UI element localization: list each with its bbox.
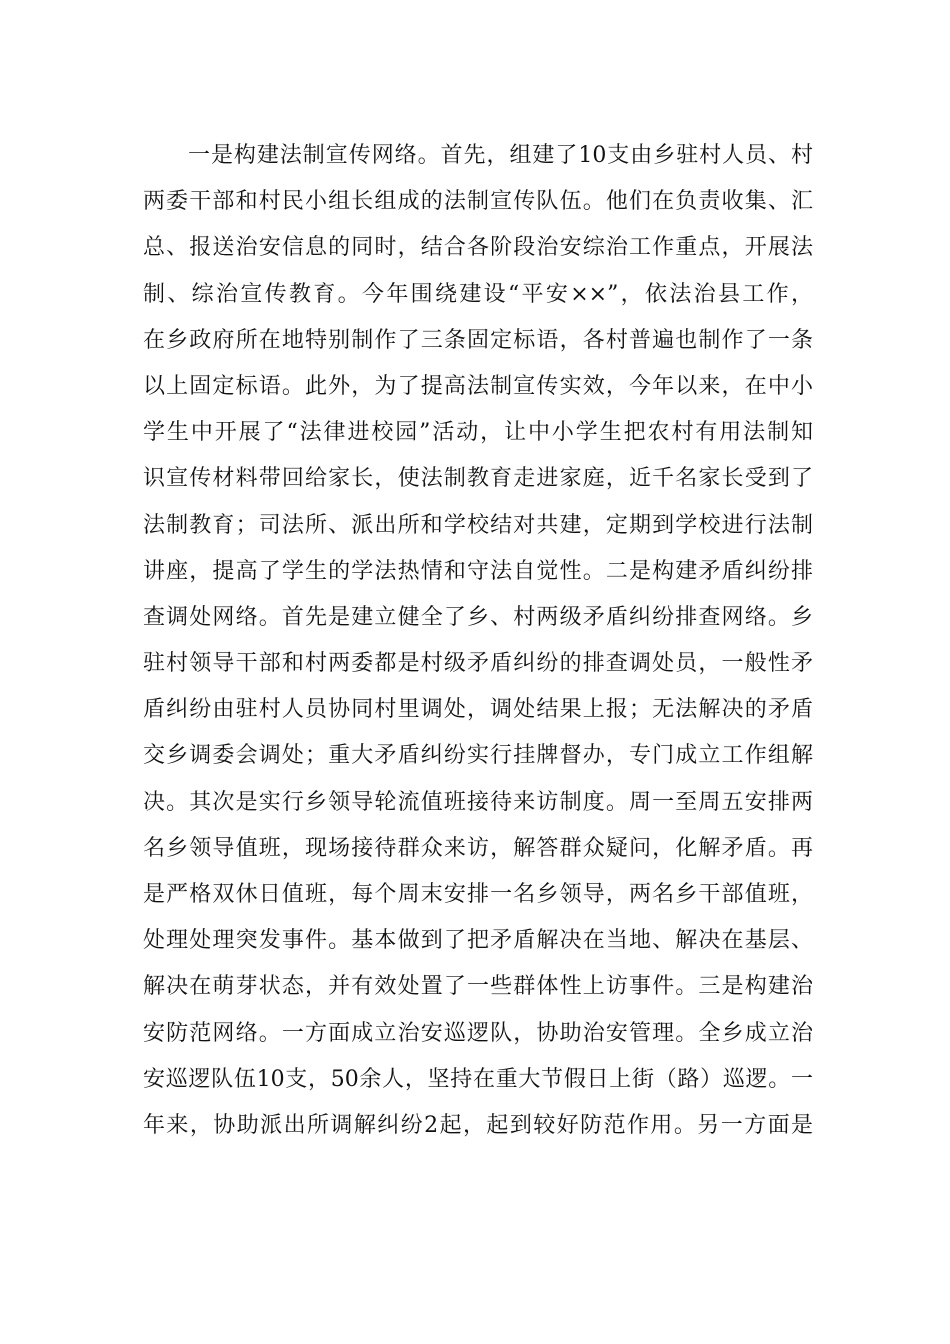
text-line: 制、综治宣传教育。今年围绕建设“平安××”，依法治县工作， bbox=[143, 281, 813, 307]
text-line: 交乡调委会调处；重大矛盾纠纷实行挂牌督办，专门成立工作组解 bbox=[143, 743, 813, 769]
text-line: 安防范网络。一方面成立治安巡逻队，协助治安管理。全乡成立治 bbox=[143, 1020, 813, 1046]
text-line: 以上固定标语。此外，为了提高法制宣传实效，今年以来，在中小 bbox=[143, 373, 813, 399]
text-line: 解决在萌芽状态，并有效处置了一些群体性上访事件。三是构建治 bbox=[143, 974, 813, 1000]
text-line: 是严格双休日值班，每个周末安排一名乡领导，两名乡干部值班， bbox=[143, 882, 813, 907]
text-line: 查调处网络。首先是建立健全了乡、村两级矛盾纠纷排查网络。乡 bbox=[143, 604, 813, 630]
body-paragraph bbox=[143, 133, 813, 1149]
text-line: 讲座，提高了学生的学法热情和守法自觉性。二是构建矛盾纠纷排 bbox=[143, 558, 813, 584]
text-line: 决。其次是实行乡领导轮流值班接待来访制度。周一至周五安排两 bbox=[143, 789, 813, 815]
text-line: 年来，协助派出所调解纠纷2起，起到较好防范作用。另一方面是 bbox=[143, 1112, 813, 1138]
text-line: 识宣传材料带回给家长，使法制教育走进家庭，近千名家长受到了 bbox=[143, 466, 813, 492]
text-line: 两委干部和村民小组长组成的法制宣传队伍。他们在负责收集、汇 bbox=[143, 189, 813, 215]
text-line: 安巡逻队伍10支，50余人，坚持在重大节假日上街（路）巡逻。一 bbox=[143, 1066, 813, 1092]
text-line: 盾纠纷由驻村人员协同村里调处，调处结果上报；无法解决的矛盾 bbox=[143, 697, 813, 723]
text-line: 处理处理突发事件。基本做到了把矛盾解决在当地、解决在基层、 bbox=[143, 928, 813, 954]
text-line: 法制教育；司法所、派出所和学校结对共建，定期到学校进行法制 bbox=[143, 512, 813, 538]
text-line: 一是构建法制宣传网络。首先，组建了10支由乡驻村人员、村 bbox=[188, 143, 813, 168]
text-line: 在乡政府所在地特别制作了三条固定标语，各村普遍也制作了一条 bbox=[143, 327, 813, 353]
text-line: 学生中开展了“法律进校园”活动，让中小学生把农村有用法制知 bbox=[143, 420, 813, 446]
text-line: 名乡领导值班，现场接待群众来访，解答群众疑问，化解矛盾。再 bbox=[143, 835, 813, 861]
text-line: 驻村领导干部和村两委都是村级矛盾纠纷的排查调处员，一般性矛 bbox=[143, 651, 813, 677]
text-line: 总、报送治安信息的同时，结合各阶段治安综治工作重点，开展法 bbox=[143, 235, 813, 261]
